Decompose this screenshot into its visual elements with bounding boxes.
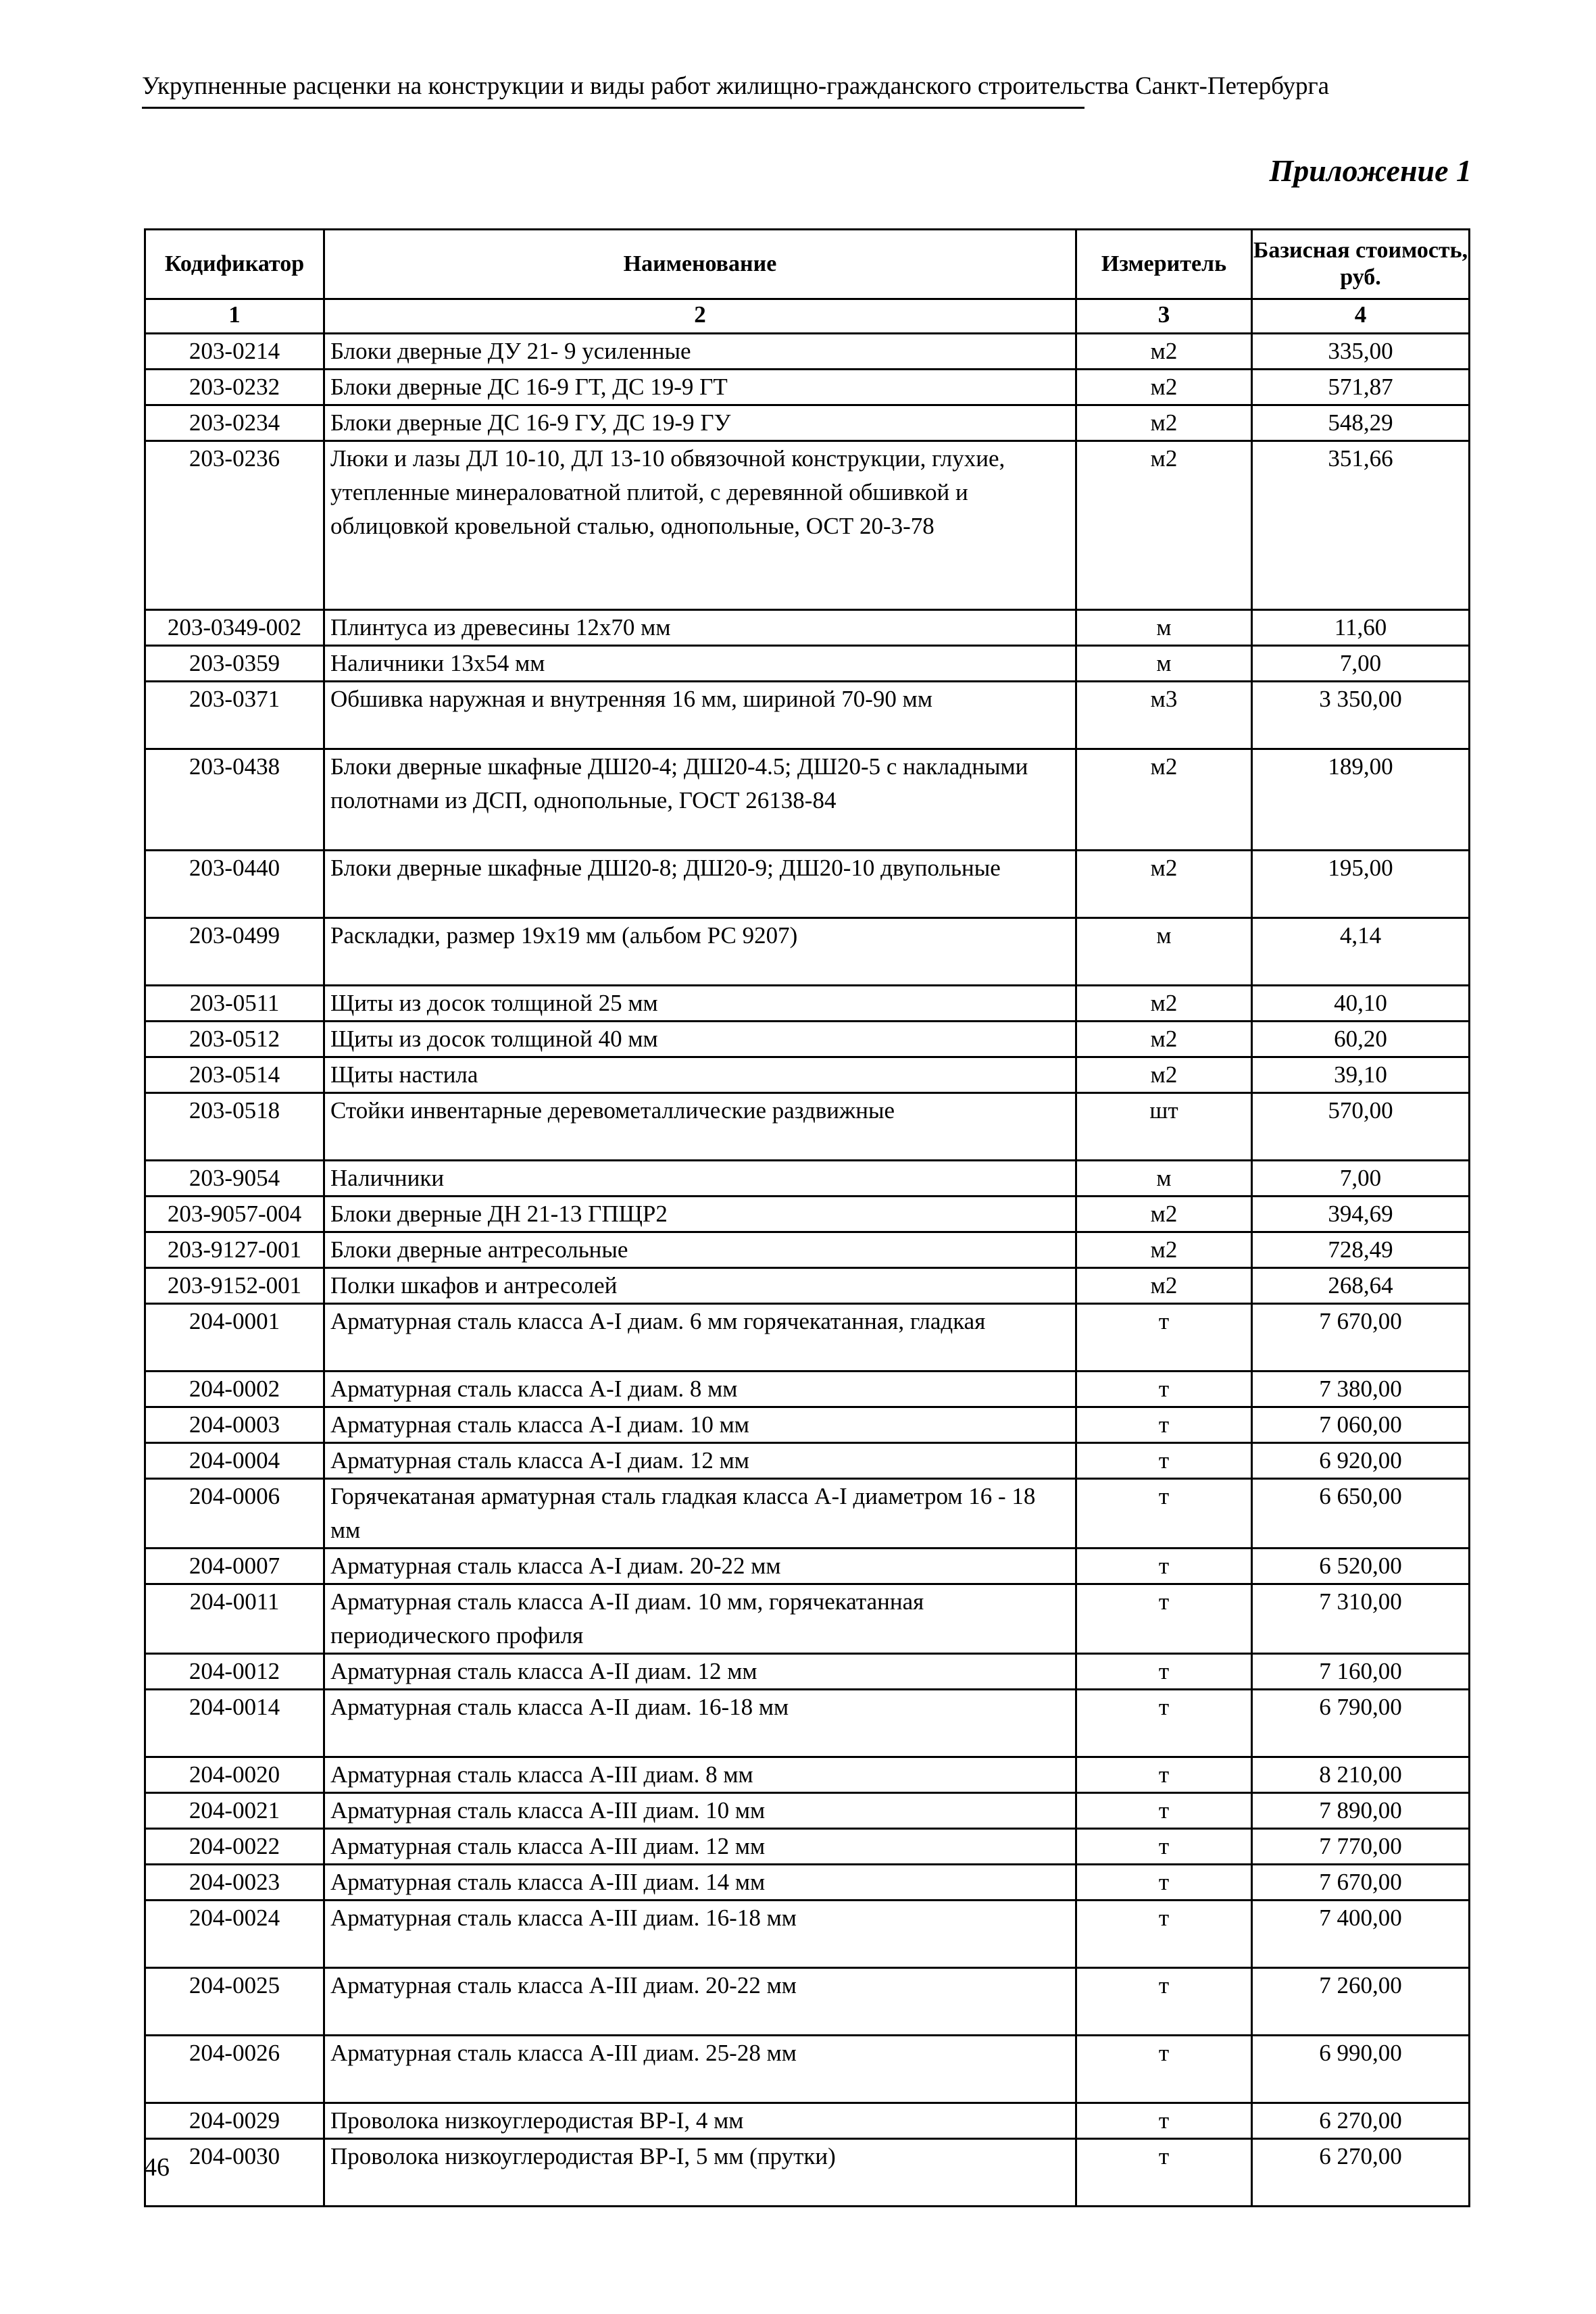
cell-price: 7 770,00 [1252, 1829, 1470, 1865]
cell-unit: м2 [1076, 370, 1252, 405]
table-row [145, 646, 1470, 682]
price-table-container [144, 228, 1468, 2207]
cell-unit: м [1076, 918, 1252, 986]
cell-unit: м2 [1076, 1268, 1252, 1304]
cell-code: 203-0236 [145, 441, 324, 610]
cell-unit: шт [1076, 1093, 1252, 1161]
cell-name: Арматурная сталь класса А-I диам. 12 мм [324, 1443, 1076, 1479]
cell-price: 195,00 [1252, 851, 1470, 918]
cell-code: 204-0026 [145, 2036, 324, 2103]
cell-name: Арматурная сталь класса А-II диам. 10 мм, горячекатанная периодического профиля [324, 1584, 1076, 1654]
table-row [145, 2036, 1470, 2103]
cell-price: 6 920,00 [1252, 1443, 1470, 1479]
cell-name: Обшивка наружная и внутренняя 16 мм, шириной 70-90 мм [324, 682, 1076, 749]
cell-unit: т [1076, 1479, 1252, 1549]
cell-code: 204-0023 [145, 1865, 324, 1901]
table-row [145, 1793, 1470, 1829]
column-header-name: Наименование [324, 230, 1076, 299]
cell-name: Плинтуса из древесины 12х70 мм [324, 610, 1076, 646]
cell-code: 204-0006 [145, 1479, 324, 1549]
cell-price: 6 790,00 [1252, 1690, 1470, 1757]
column-number: 2 [324, 299, 1076, 334]
cell-unit: т [1076, 2139, 1252, 2207]
running-title: Укрупненные расценки на конструкции и виды работ жилищно-гражданского строительства Санкт-Петербурга [142, 72, 1330, 100]
cell-unit: т [1076, 1829, 1252, 1865]
cell-unit: т [1076, 2103, 1252, 2139]
cell-price: 11,60 [1252, 610, 1470, 646]
table-row [145, 2103, 1470, 2139]
cell-name: Блоки дверные ДС 16-9 ГУ, ДС 19-9 ГУ [324, 405, 1076, 441]
cell-unit: т [1076, 1549, 1252, 1584]
cell-price: 6 270,00 [1252, 2139, 1470, 2207]
cell-price: 6 990,00 [1252, 2036, 1470, 2103]
cell-unit: м2 [1076, 851, 1252, 918]
cell-name: Блоки дверные ДН 21-13 ГПЩР2 [324, 1197, 1076, 1232]
table-row [145, 334, 1470, 370]
cell-name: Проволока низкоуглеродистая ВР-I, 5 мм (прутки) [324, 2139, 1076, 2207]
table-row [145, 1372, 1470, 1407]
cell-price: 7,00 [1252, 646, 1470, 682]
cell-unit: т [1076, 1654, 1252, 1690]
cell-name: Блоки дверные шкафные ДШ20-8; ДШ20-9; ДШ20-10 двупольные [324, 851, 1076, 918]
cell-code: 204-0025 [145, 1968, 324, 2036]
cell-name: Арматурная сталь класса А-III диам. 10 мм [324, 1793, 1076, 1829]
cell-name: Арматурная сталь класса А-III диам. 20-22 мм [324, 1968, 1076, 2036]
cell-price: 8 210,00 [1252, 1757, 1470, 1793]
cell-code: 203-9127-001 [145, 1232, 324, 1268]
table-row [145, 918, 1470, 986]
column-number: 4 [1252, 299, 1470, 334]
cell-unit: т [1076, 1968, 1252, 2036]
cell-price: 7 160,00 [1252, 1654, 1470, 1690]
cell-name: Стойки инвентарные деревометаллические раздвижные [324, 1093, 1076, 1161]
cell-price: 7 260,00 [1252, 1968, 1470, 2036]
table-row [145, 1407, 1470, 1443]
cell-name: Арматурная сталь класса А-III диам. 25-28 мм [324, 2036, 1076, 2103]
cell-name: Арматурная сталь класса А-II диам. 12 мм [324, 1654, 1076, 1690]
cell-name: Щиты из досок толщиной 40 мм [324, 1022, 1076, 1057]
table-body [145, 334, 1470, 2207]
cell-price: 7 310,00 [1252, 1584, 1470, 1654]
cell-price: 335,00 [1252, 334, 1470, 370]
cell-name: Раскладки, размер 19х19 мм (альбом РС 9207) [324, 918, 1076, 986]
cell-code: 204-0007 [145, 1549, 324, 1584]
cell-price: 7 670,00 [1252, 1865, 1470, 1901]
cell-name: Арматурная сталь класса А-I диам. 20-22 мм [324, 1549, 1076, 1584]
cell-code: 203-0440 [145, 851, 324, 918]
cell-price: 6 270,00 [1252, 2103, 1470, 2139]
cell-code: 203-0499 [145, 918, 324, 986]
cell-unit: м2 [1076, 986, 1252, 1022]
cell-name: Люки и лазы ДЛ 10-10, ДЛ 13-10 обвязочной конструкции, глухие, утепленные минераловатной плитой, с деревянной обшивкой и облицовкой кровельной сталью, однопольные, ОСТ 20-3-78 [324, 441, 1076, 610]
cell-code: 204-0021 [145, 1793, 324, 1829]
cell-unit: м [1076, 646, 1252, 682]
cell-unit: т [1076, 1304, 1252, 1372]
cell-price: 6 650,00 [1252, 1479, 1470, 1549]
cell-unit: м [1076, 1161, 1252, 1197]
table-row [145, 1865, 1470, 1901]
column-header-price: Базисная стоимость, руб. [1252, 230, 1470, 299]
cell-unit: м2 [1076, 441, 1252, 610]
cell-code: 203-0514 [145, 1057, 324, 1093]
column-header-unit: Измеритель [1076, 230, 1252, 299]
cell-code: 203-0518 [145, 1093, 324, 1161]
cell-price: 571,87 [1252, 370, 1470, 405]
cell-name: Наличники 13х54 мм [324, 646, 1076, 682]
table-row [145, 1268, 1470, 1304]
cell-code: 204-0029 [145, 2103, 324, 2139]
appendix-label: Приложение 1 [1269, 153, 1472, 188]
cell-price: 39,10 [1252, 1057, 1470, 1093]
cell-name: Полки шкафов и антресолей [324, 1268, 1076, 1304]
cell-code: 203-9057-004 [145, 1197, 324, 1232]
table-row [145, 405, 1470, 441]
cell-price: 570,00 [1252, 1093, 1470, 1161]
price-table [144, 228, 1470, 2207]
table-row [145, 749, 1470, 851]
cell-name: Щиты из досок толщиной 25 мм [324, 986, 1076, 1022]
table-row [145, 2139, 1470, 2207]
cell-price: 7,00 [1252, 1161, 1470, 1197]
table-row [145, 1022, 1470, 1057]
cell-code: 203-9152-001 [145, 1268, 324, 1304]
cell-price: 40,10 [1252, 986, 1470, 1022]
cell-name: Блоки дверные ДУ 21- 9 усиленные [324, 334, 1076, 370]
cell-code: 203-0512 [145, 1022, 324, 1057]
cell-unit: м2 [1076, 749, 1252, 851]
table-row [145, 986, 1470, 1022]
cell-name: Щиты настила [324, 1057, 1076, 1093]
table-row [145, 1584, 1470, 1654]
cell-name: Блоки дверные шкафные ДШ20-4; ДШ20-4.5; ДШ20-5 с накладными полотнами из ДСП, однопольные, ГОСТ 26138-84 [324, 749, 1076, 851]
table-row [145, 1161, 1470, 1197]
cell-code: 203-9054 [145, 1161, 324, 1197]
cell-unit: т [1076, 1584, 1252, 1654]
column-number: 3 [1076, 299, 1252, 334]
table-row [145, 682, 1470, 749]
header-rule [142, 107, 1084, 109]
cell-name: Арматурная сталь класса А-II диам. 16-18 мм [324, 1690, 1076, 1757]
cell-unit: м2 [1076, 405, 1252, 441]
cell-unit: м2 [1076, 1057, 1252, 1093]
table-row [145, 1232, 1470, 1268]
table-row [145, 1968, 1470, 2036]
cell-unit: м2 [1076, 334, 1252, 370]
cell-price: 548,29 [1252, 405, 1470, 441]
column-number: 1 [145, 299, 324, 334]
cell-name: Арматурная сталь класса А-III диам. 16-18 мм [324, 1901, 1076, 1968]
table-row [145, 1479, 1470, 1549]
cell-code: 204-0001 [145, 1304, 324, 1372]
cell-unit: т [1076, 1901, 1252, 1968]
cell-price: 7 890,00 [1252, 1793, 1470, 1829]
cell-code: 203-0359 [145, 646, 324, 682]
cell-name: Проволока низкоуглеродистая ВР-I, 4 мм [324, 2103, 1076, 2139]
cell-code: 204-0022 [145, 1829, 324, 1865]
cell-price: 4,14 [1252, 918, 1470, 986]
cell-unit: т [1076, 1793, 1252, 1829]
cell-code: 203-0371 [145, 682, 324, 749]
page-number: 46 [144, 2153, 170, 2182]
cell-code: 203-0232 [145, 370, 324, 405]
table-row [145, 610, 1470, 646]
cell-name: Арматурная сталь класса А-III диам. 14 мм [324, 1865, 1076, 1901]
table-row [145, 441, 1470, 610]
cell-price: 3 350,00 [1252, 682, 1470, 749]
cell-unit: т [1076, 1372, 1252, 1407]
table-row [145, 1549, 1470, 1584]
table-row [145, 1197, 1470, 1232]
table-header-row [145, 230, 1470, 299]
cell-unit: м [1076, 610, 1252, 646]
cell-unit: т [1076, 1690, 1252, 1757]
cell-name: Наличники [324, 1161, 1076, 1197]
cell-code: 204-0004 [145, 1443, 324, 1479]
cell-code: 203-0349-002 [145, 610, 324, 646]
cell-unit: м2 [1076, 1197, 1252, 1232]
cell-code: 204-0024 [145, 1901, 324, 1968]
cell-price: 7 400,00 [1252, 1901, 1470, 1968]
cell-unit: т [1076, 1757, 1252, 1793]
table-row [145, 1829, 1470, 1865]
cell-code: 204-0030 [145, 2139, 324, 2207]
cell-price: 7 670,00 [1252, 1304, 1470, 1372]
table-row [145, 370, 1470, 405]
cell-code: 204-0011 [145, 1584, 324, 1654]
cell-name: Арматурная сталь класса А-III диам. 8 мм [324, 1757, 1076, 1793]
cell-code: 203-0214 [145, 334, 324, 370]
cell-name: Арматурная сталь класса А-I диам. 10 мм [324, 1407, 1076, 1443]
table-row [145, 1443, 1470, 1479]
cell-code: 204-0020 [145, 1757, 324, 1793]
cell-code: 203-0438 [145, 749, 324, 851]
cell-price: 728,49 [1252, 1232, 1470, 1268]
table-row [145, 1093, 1470, 1161]
cell-code: 203-0234 [145, 405, 324, 441]
cell-unit: т [1076, 1443, 1252, 1479]
cell-unit: т [1076, 2036, 1252, 2103]
cell-name: Арматурная сталь класса А-III диам. 12 мм [324, 1829, 1076, 1865]
table-row [145, 1690, 1470, 1757]
cell-price: 189,00 [1252, 749, 1470, 851]
table-row [145, 1304, 1470, 1372]
cell-price: 268,64 [1252, 1268, 1470, 1304]
cell-name: Арматурная сталь класса А-I диам. 8 мм [324, 1372, 1076, 1407]
cell-price: 7 060,00 [1252, 1407, 1470, 1443]
cell-unit: м3 [1076, 682, 1252, 749]
cell-unit: т [1076, 1865, 1252, 1901]
cell-price: 60,20 [1252, 1022, 1470, 1057]
cell-unit: т [1076, 1407, 1252, 1443]
column-header-code: Кодификатор [145, 230, 324, 299]
cell-unit: м2 [1076, 1022, 1252, 1057]
cell-name: Арматурная сталь класса А-I диам. 6 мм горячекатанная, гладкая [324, 1304, 1076, 1372]
table-row [145, 1654, 1470, 1690]
table-row [145, 1757, 1470, 1793]
cell-code: 204-0002 [145, 1372, 324, 1407]
cell-price: 394,69 [1252, 1197, 1470, 1232]
cell-name: Горячекатаная арматурная сталь гладкая класса А-I диаметром 16 - 18 мм [324, 1479, 1076, 1549]
table-row [145, 1901, 1470, 1968]
cell-name: Блоки дверные антресольные [324, 1232, 1076, 1268]
cell-name: Блоки дверные ДС 16-9 ГТ, ДС 19-9 ГТ [324, 370, 1076, 405]
cell-price: 351,66 [1252, 441, 1470, 610]
cell-code: 204-0012 [145, 1654, 324, 1690]
cell-code: 203-0511 [145, 986, 324, 1022]
column-number-row [145, 299, 1470, 334]
table-row [145, 851, 1470, 918]
cell-code: 204-0014 [145, 1690, 324, 1757]
cell-code: 204-0003 [145, 1407, 324, 1443]
cell-price: 6 520,00 [1252, 1549, 1470, 1584]
table-row [145, 1057, 1470, 1093]
cell-price: 7 380,00 [1252, 1372, 1470, 1407]
cell-unit: м2 [1076, 1232, 1252, 1268]
